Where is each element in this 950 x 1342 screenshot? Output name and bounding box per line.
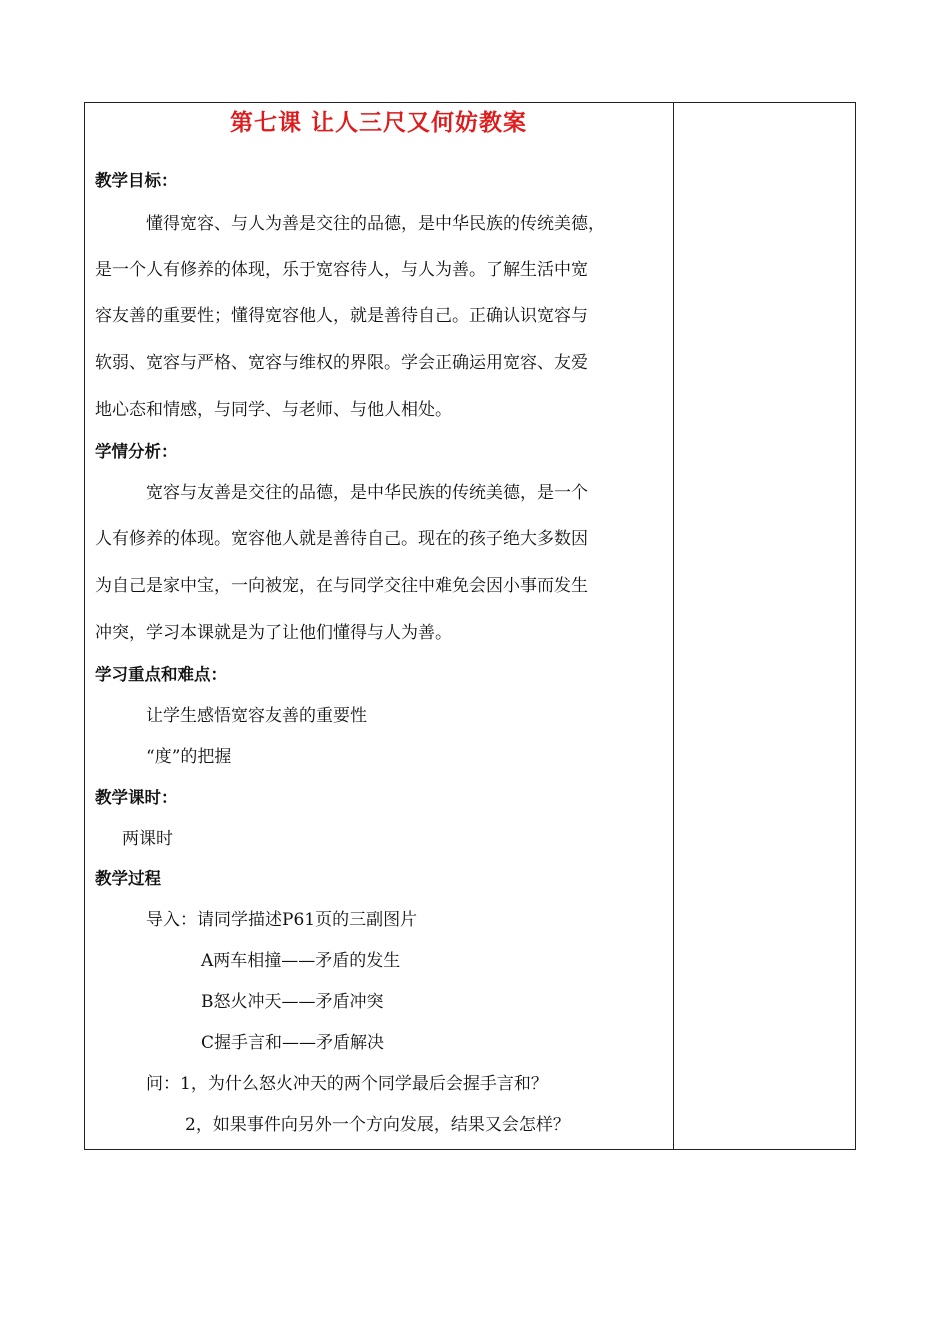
goal-line: 懂得宽容、与人为善是交往的品德，是中华民族的传统美德，: [146, 214, 605, 234]
process-line: B怒火冲天——矛盾冲突: [201, 992, 384, 1012]
analysis-line: 为自己是家中宝，一向被宠，在与同学交往中难免会因小事而发生: [95, 576, 588, 596]
goal-heading: 教学目标：: [95, 171, 178, 190]
analysis-heading: 学情分析：: [95, 442, 178, 461]
process-line: C握手言和——矛盾解决: [201, 1033, 385, 1053]
process-line: 问：1，为什么怒火冲天的两个同学最后会握手言和？: [146, 1074, 548, 1094]
goal-line: 软弱、宽容与严格、宽容与维权的界限。学会正确运用宽容、友爱: [95, 353, 588, 373]
process-line: 2，如果事件向另外一个方向发展，结果又会怎样？: [185, 1115, 570, 1135]
goal-line: 容友善的重要性；懂得宽容他人，就是善待自己。正确认识宽容与: [95, 306, 588, 326]
hours-value: 两课时: [122, 829, 173, 849]
process-line: 导入：请同学描述P61页的三副图片: [146, 910, 418, 930]
document-title: 第七课 让人三尺又何妨教案: [229, 110, 527, 136]
goal-line: 地心态和情感，与同学、与老师、与他人相处。: [95, 400, 452, 420]
analysis-line: 宽容与友善是交往的品德，是中华民族的传统美德，是一个: [146, 483, 588, 503]
table-column-divider: [673, 102, 674, 1150]
analysis-line: 人有修养的体现。宽容他人就是善待自己。现在的孩子绝大多数因: [95, 529, 588, 549]
process-line: A两车相撞——矛盾的发生: [201, 951, 401, 971]
analysis-line: 冲突，学习本课就是为了让他们懂得与人为善。: [95, 623, 452, 643]
process-heading: 教学过程: [95, 869, 161, 888]
hours-heading: 教学课时：: [95, 788, 178, 807]
focus-line: “度”的把握: [146, 747, 232, 767]
focus-line: 让学生感悟宽容友善的重要性: [146, 706, 367, 726]
goal-line: 是一个人有修养的体现，乐于宽容待人，与人为善。了解生活中宽: [95, 260, 588, 280]
focus-heading: 学习重点和难点：: [95, 665, 227, 684]
